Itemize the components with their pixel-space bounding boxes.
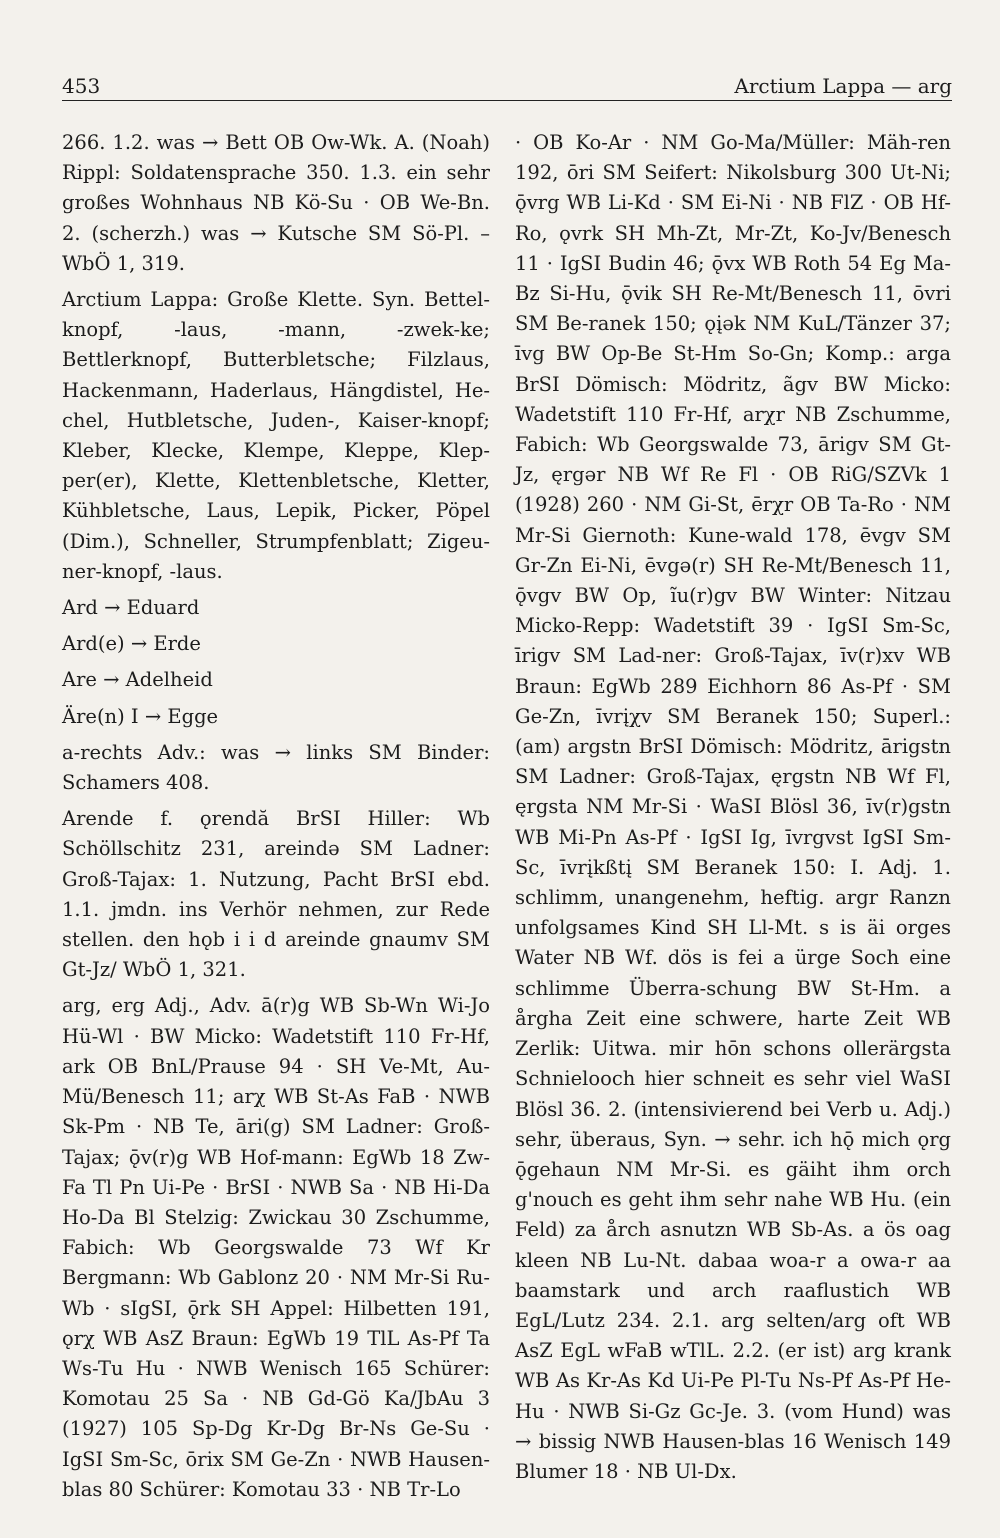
entry-a-rechts: a-rechts Adv.: was → links SM Binder: Schamers 408. — [62, 740, 490, 795]
page-header — [62, 66, 952, 101]
right-column — [515, 128, 951, 1487]
entry-ard: Ard → Eduard — [62, 596, 200, 620]
entry-arg: arg, erg Adj., Adv. ā(r)g WB Sb-Wn Wi-Jo Hü-Wl · BW Micko: Wadetstift 110 Fr-Hf, ark OB BnL/Prause 94 · SH Ve-Mt, Au-Mü/Benesch 11; arχ WB St-As FaB · NWB Sk-Pm · NB Te, āri(g) SM Ladner: Groß-Tajax; ǭv(r)g WB Hof-mann: EgWb 18 Zw-Fa Tl Pn Ui-Pe · BrSI · NWB Sa · NB Hi-Da Ho-Da Bl Stelzig: Zwickau 30 Zschumme, Fabich: Wb Georgswalde 73 Wf Kr Bergmann: Wb Gablonz 20 · NM Mr-Si Ru-Wb · sIgSI, ǭrk SH Appel: Hilbetten 191, ǫrχ WB AsZ Braun: EgWb 19 TlL As-Pf Ta Ws-Tu Hu · NWB Wenisch 165 Schürer: Komotau 25 Sa · NB Gd-Gö Ka/JbAu 3 (1927) 105 Sp-Dg Kr-Dg Br-Ns Ge-Su · IgSI Sm-Sc, ōrix SM Ge-Zn · NWB Hausen-blas 80 Schürer: Komotau 33 · NB Tr-Lo — [62, 994, 490, 1501]
entry-aren: Äre(n) I → Egge — [62, 704, 219, 728]
entry-are: Are → Adelheid — [62, 668, 213, 692]
entry-arende: Arende f. ǫrendă BrSI Hiller: Wb Schöllschitz 231, areində SM Ladner: Groß-Tajax: 1. Nutzung, Pacht BrSI ebd. 1.1. jmdn. ins Verhör nehmen, zur Rede stellen. den hǫb i i d areinde gnaumv SM Gt-Jz/ WbÖ 1, 321. — [62, 807, 490, 982]
entry-bett-continuation: 266. 1.2. was → Bett OB Ow-Wk. A. (Noah) Rippl: Soldatensprache 350. 1.3. ein sehr großes Wohnhaus NB Kö-Su · OB We-Bn. 2. (scherzh.) was → Kutsche SM Sö-Pl. – WbÖ 1, 319. — [62, 131, 490, 275]
left-column — [62, 128, 490, 1505]
entry-arctium-lappa: Arctium Lappa: Große Klette. Syn. Bettel-knopf, -laus, -mann, -zwek-ke; Bettlerknopf, Butterbletsche; Filzlaus, Hackenmann, Haderlaus, Hängdistel, He-chel, Hutbletsche, Juden-, Kaiser-knopf; Kleber, Klecke, Klempe, Kleppe, Klep-per(er), Klette, Klettenbletsche, Kletter, Kühbletsche, Laus, Lepik, Picker, Pöpel (Dim.), Schneller, Strumpfenblatt; Zigeu-ner-knopf, -laus. — [62, 288, 490, 583]
page-number: 453 — [62, 74, 101, 98]
entry-arde: Ard(e) → Erde — [62, 632, 201, 656]
entry-arg-continuation: · OB Ko-Ar · NM Go-Ma/Müller: Mäh-ren 192, ōri SM Seifert: Nikolsburg 300 Ut-Ni; ǭvrg WB Li-Kd · SM Ei-Ni · NB FlZ · OB Hf-Ro, ǫvrk SH Mh-Zt, Mr-Zt, Ko-Jv/Benesch 11 · IgSI Budin 46; ǭvx WB Roth 54 Eg Ma-Bz Si-Hu, ǭvik SH Re-Mt/Benesch 11, ōvri SM Be-ranek 150; ǫįək NM KuL/Tänzer 37; īvg BW Op-Be St-Hm So-Gn; Komp.: arga BrSI Dömisch: Mödritz, ãgv BW Micko: Wadetstift 110 Fr-Hf, arχr NB Zschumme, Fabich: Wb Georgswalde 73, ārigv SM Gt-Jz, ęrgər NB Wf Re Fl · OB RiG/SZVk 1 (1928) 260 · NM Gi-St, ērχr OB Ta-Ro · NM Mr-Si Giernoth: Kune-wald 178, ēvgv SM Gr-Zn Ei-Ni, ēvgə(r) SH Re-Mt/Benesch 11, ǭvgv BW Op, ĩu(r)gv BW Winter: Nitzau Micko-Repp: Wadetstift 39 · IgSI Sm-Sc, īrigv SM Lad-ner: Groß-Tajax, īv(r)xv WB Braun: EgWb 289 Eichhorn 86 As-Pf · SM Ge-Zn, īvrįχv SM Beranek 150; Superl.: (am) argstn BrSI Dömisch: Mödritz, ārigstn SM Ladner: Groß-Tajax, ęrgstn NB Wf Fl, ęrgsta NM Mr-Si · WaSI Blösl 36, īv(r)gstn WB Mi-Pn As-Pf · IgSI Ig, īvrgvst IgSI Sm-Sc, īvrįkßtį SM Beranek 150: I. Adj. 1. schlimm, unangenehm, heftig. argr Ranzn unfolgsames Kind SH Ll-Mt. s is äi orges Water NB Wf. dös is fei a ürge Soch eine schlimme Überra-schung BW St-Hm. a årgha Zeit eine schwere, harte Zeit WB Zerlik: Uitwa. mir hōn schons ollerärgsta Schnielooch hier schneit es sehr viel WaSI Blösl 36. 2. (intensivierend bei Verb u. Adj.) sehr, überaus, Syn. → sehr. ich hǭ mich ǫrg ǭgehaun NM Mr-Si. es gäiht ihm orch g'nouch es geht ihm sehr nahe WB Hu. (ein Feld) za årch asnutzn WB Sb-As. a ös oag kleen NB Lu-Nt. dabaa woa-r a owa-r aa baamstark und arch raaflustich WB EgL/Lutz 234. 2.1. arg selten/arg oft WB AsZ EgL wFaB wTlL. 2.2. (er ist) arg krank WB As Kr-As Kd Ui-Pe Pl-Tu Ns-Pf As-Pf He-Hu · NWB Si-Gz Gc-Je. 3. (vom Hund) was → bissig NWB Hausen-blas 16 Wenisch 149 Blumer 18 · NB Ul-Dx. — [515, 131, 951, 1483]
running-head: Arctium Lappa — arg — [734, 74, 952, 98]
